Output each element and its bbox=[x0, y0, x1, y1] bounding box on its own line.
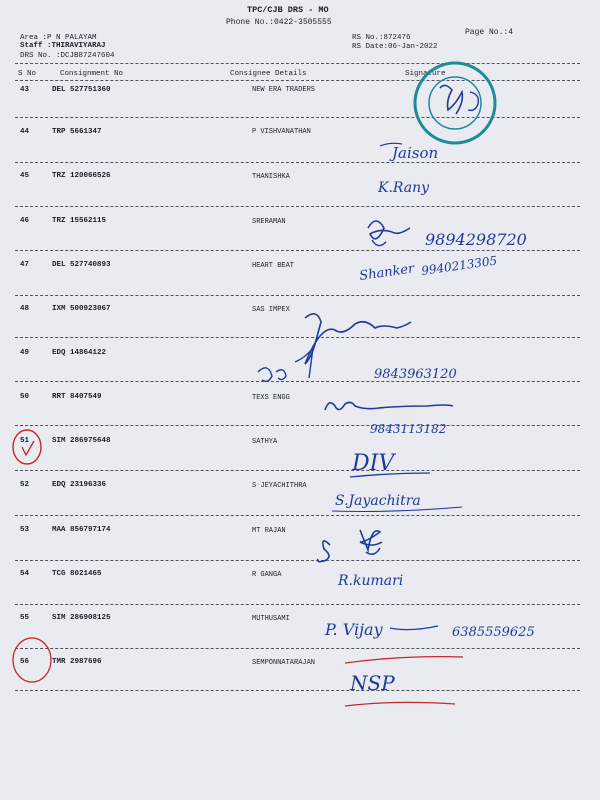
row-sno: 52 bbox=[20, 481, 30, 489]
drs-number: DRS No. :DCJB87247604 bbox=[20, 52, 115, 60]
red-circle-mark bbox=[13, 430, 41, 464]
row-consignee: R GANGA bbox=[252, 571, 282, 579]
row-consignee: MT RAJAN bbox=[252, 527, 286, 535]
handwritten-signature: Shanker bbox=[358, 261, 416, 284]
row-sno: 47 bbox=[20, 261, 30, 269]
row-consignee: SEMPONNATARAJAN bbox=[252, 659, 316, 667]
page-number: Page No.:4 bbox=[465, 28, 514, 37]
row-sno: 53 bbox=[20, 526, 30, 534]
row-sno: 45 bbox=[20, 172, 30, 180]
handwritten-phone: 9843113182 bbox=[370, 422, 447, 436]
handwritten-signature: NSP bbox=[350, 671, 395, 695]
row-consignee: SATHYA bbox=[252, 438, 278, 446]
row-sno: 44 bbox=[20, 128, 30, 136]
row-sno: 43 bbox=[20, 86, 30, 94]
row-consignee: P VISHVANATHAN bbox=[252, 128, 311, 136]
row-sno: 51 bbox=[20, 437, 30, 445]
row-consignment: TRZ 120066526 bbox=[52, 172, 111, 180]
red-circle-mark bbox=[13, 638, 51, 682]
row-sno: 56 bbox=[20, 658, 30, 666]
row-consignee: SAS IMPEX bbox=[252, 306, 290, 314]
row-consignment: SIM 286908125 bbox=[52, 614, 111, 622]
handwritten-signature: K.Rany bbox=[378, 180, 430, 196]
handwritten-signature: P. Vijay bbox=[325, 620, 383, 639]
column-header-consignment: Consignment No bbox=[60, 70, 124, 78]
row-consignee: TEXS ENGG bbox=[252, 394, 290, 402]
row-consignee: HEART BEAT bbox=[252, 262, 295, 270]
red-underline bbox=[345, 702, 455, 706]
red-underline bbox=[345, 657, 463, 663]
row-consignment: TMR 2987696 bbox=[52, 658, 102, 666]
row-sno: 50 bbox=[20, 393, 30, 401]
row-sno: 55 bbox=[20, 614, 30, 622]
row-consignee: S JEYACHITHRA bbox=[252, 482, 307, 490]
row-consignment: IXM 500923067 bbox=[52, 305, 111, 313]
row-consignee: MUTHUSAMI bbox=[252, 615, 290, 623]
area-label: Area :P N PALAYAM bbox=[20, 34, 97, 42]
handwritten-phone: 9940213305 bbox=[420, 253, 499, 278]
row-consignment: MAA 856797174 bbox=[52, 526, 111, 534]
row-consignment: TRP 5661347 bbox=[52, 128, 102, 136]
row-consignee: THANISHKA bbox=[252, 173, 290, 181]
row-sno: 46 bbox=[20, 217, 30, 225]
row-consignee: NEW ERA TRADERS bbox=[252, 86, 316, 94]
row-consignment: RRT 8407549 bbox=[52, 393, 102, 401]
rs-date: RS Date:06-Jan-2022 bbox=[352, 43, 438, 51]
row-consignment: EDQ 14864122 bbox=[52, 349, 107, 357]
sheet-title: TPC/CJB DRS - MO bbox=[247, 5, 329, 15]
row-consignment: EDQ 23196336 bbox=[52, 481, 107, 489]
phone-number: Phone No.:0422-3505555 bbox=[226, 18, 332, 27]
handwritten-phone: 9843963120 bbox=[374, 367, 457, 382]
column-header-signature: Signature bbox=[405, 70, 446, 78]
company-stamp bbox=[415, 63, 495, 143]
row-sno: 49 bbox=[20, 349, 30, 357]
row-consignee: SRERAMAN bbox=[252, 218, 286, 226]
column-header-sno: S No bbox=[18, 70, 37, 78]
row-sno: 48 bbox=[20, 305, 30, 313]
handwritten-signature: R.kumari bbox=[338, 573, 404, 589]
handwritten-signature: Jaison bbox=[392, 144, 439, 162]
handwritten-signature: DIV bbox=[352, 451, 395, 476]
handwritten-phone: 9894298720 bbox=[425, 230, 527, 249]
handwritten-phone: 6385559625 bbox=[452, 625, 535, 640]
row-consignment: DEL 527751360 bbox=[52, 86, 111, 94]
row-consignment: TRZ 15562115 bbox=[52, 217, 107, 225]
column-header-details: Consignee Details bbox=[230, 70, 307, 78]
handwritten-signature: S.Jayachitra bbox=[335, 493, 421, 509]
row-sno: 54 bbox=[20, 570, 30, 578]
row-consignment: TCG 8021465 bbox=[52, 570, 102, 578]
staff-label: Staff :THIRAVIYARAJ bbox=[20, 42, 106, 50]
row-consignment: DEL 527740893 bbox=[52, 261, 111, 269]
rs-number: RS No.:872476 bbox=[352, 34, 411, 42]
red-tick-mark bbox=[22, 441, 34, 455]
row-consignment: SIM 286975648 bbox=[52, 437, 111, 445]
